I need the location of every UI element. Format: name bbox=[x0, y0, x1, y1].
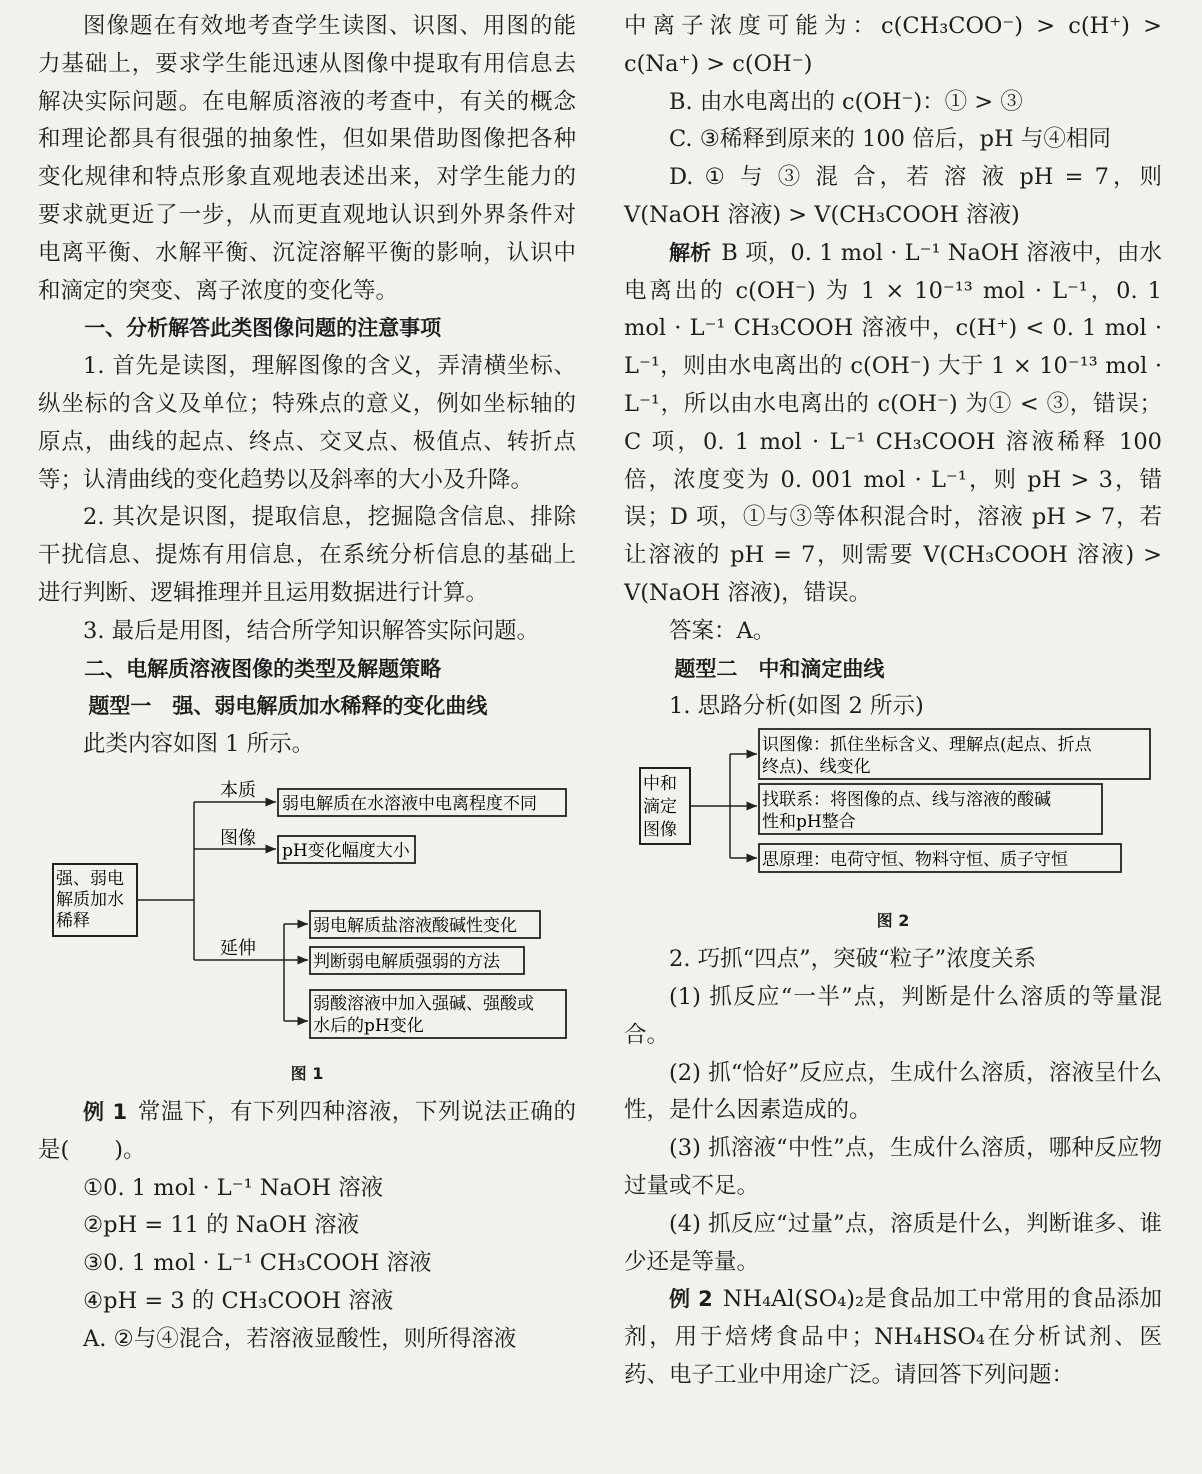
fig2-box-2-line-2: 性和pH整合 bbox=[762, 812, 856, 833]
point-excess: (4) 抓反应“过量”点，溶质是什么，判断谁多、谁少还是等量。 bbox=[624, 1210, 1162, 1275]
point-2-paragraph: 2. 其次是识图，提取信息，挖掘隐含信息、排除干扰信息、提炼有用信息，在系统分析信息的基础上进行判断、逻辑推理并且运用数据进行计算。 bbox=[38, 504, 576, 606]
option-a: A. ②与④混合，若溶液显酸性，则所得溶液 bbox=[83, 1325, 517, 1352]
example-2-text: NH₄Al(SO₄)₂是食品加工中常用的食品添加剂，用于焙烤食品中；NH₄HSO₄在分析试剂、医药、电子工业中用途广泛。请回答下列问题： bbox=[624, 1286, 1162, 1388]
point-exact: (2) 抓“恰好”反应点，生成什么溶质，溶液呈什么性，是什么因素造成的。 bbox=[624, 1059, 1162, 1124]
intro-paragraph: 图像题在有效地考查学生读图、识图、用图的能力基础上，要求学生能迅速从图像中提取有用信息去解决实际问题。在电解质溶液的考查中，有关的概念和理论都具有很强的抽象性，但如果借助图像把各种变化规律和特点形象直观地表述出来，对学生能力的要求就更近了一步，从而更直观地认识到外界条件对电离平衡、水解平衡、沉淀溶解平衡的影响，认识中和滴定的突变、离子浓度的变化等。 bbox=[38, 13, 576, 304]
fig2-root-line-2: 滴定 bbox=[643, 797, 677, 818]
box-extend-2: 判断弱电解质强弱的方法 bbox=[313, 951, 500, 972]
fig2-box-3: 思原理：电荷守恒、物料守恒、质子守恒 bbox=[762, 850, 1068, 871]
point-neutral: (3) 抓溶液“中性”点，生成什么溶质，哪种反应物过量或不足。 bbox=[624, 1135, 1162, 1199]
answer-line: 答案：A。 bbox=[669, 617, 776, 644]
example-1-text: 常温下，有下列四种溶液，下列说法正确的是( )。 bbox=[38, 1098, 576, 1163]
right-column bbox=[624, 8, 1162, 1395]
figure-1-caption: 图 1 bbox=[290, 1063, 324, 1083]
left-column bbox=[38, 8, 576, 1359]
point-3-paragraph: 3. 最后是用图，结合所学知识解答实际问题。 bbox=[83, 617, 540, 644]
solution-item-1: ①0. 1 mol · L⁻¹ NaOH 溶液 bbox=[83, 1174, 384, 1201]
solution-item-3: ③0. 1 mol · L⁻¹ CH₃COOH 溶液 bbox=[83, 1250, 432, 1277]
root-line-3: 稀释 bbox=[56, 910, 90, 931]
label-image: 图像 bbox=[220, 827, 256, 849]
solution-item-4: ④pH = 3 的 CH₃COOH 溶液 bbox=[83, 1287, 394, 1314]
point-1-paragraph: 1. 首先是读图，理解图像的含义，弄清横坐标、纵坐标的含义及单位；特殊点的意义，例如坐标轴的原点，曲线的起点、终点、交叉点、极值点、转折点等；认清曲线的变化趋势以及斜率的大小及升降。 bbox=[38, 353, 576, 493]
fig2-box-1-line-1: 识图像：抓住坐标含义、理解点(起点、折点 bbox=[762, 735, 1092, 756]
figure-2-diagram bbox=[624, 726, 1162, 901]
figure-2-svg bbox=[624, 726, 1162, 901]
example-2-label: 例 2 bbox=[669, 1287, 713, 1312]
figure-1-intro: 此类内容如图 1 所示。 bbox=[83, 731, 315, 758]
analysis-text: B 项，0. 1 mol · L⁻¹ NaOH 溶液中，由水电离出的 c(OH⁻) 为 1 × 10⁻¹³ mol · L⁻¹，0. 1 mol · L⁻¹ CH₃COOH 溶液中，c(H⁺) < 0. 1 mol · L⁻¹，则由水电离出的 c(OH⁻) 大于 1 × 10⁻¹³ mol · L⁻¹，所以由水电离出的 c(OH⁻) 为① < ③，错误；C 项，0. 1 mol · L⁻¹ CH₃COOH 溶液稀释 100 倍，浓度变为 0. 001 mol · L⁻¹，则 pH > 3，错误；D 项，①与③等体积混合时，溶液 pH > 7，若让溶液的 pH = 7，则需要 V(CH₃COOH 溶液) > V(NaOH 溶液)，错误。 bbox=[624, 239, 1162, 606]
fig2-root-line-3: 图像 bbox=[643, 820, 677, 841]
fig2-box-1-line-2: 终点)、线变化 bbox=[762, 757, 871, 778]
label-extend: 延伸 bbox=[220, 937, 256, 959]
option-a-continued: 中离子浓度可能为：c(CH₃COO⁻) > c(H⁺) > c(Na⁺) > c(OH⁻) bbox=[624, 13, 1162, 77]
fig2-root-line-1: 中和 bbox=[643, 774, 677, 795]
fig2-box-2-line-1: 找联系：将图像的点、线与溶液的酸碱 bbox=[762, 790, 1051, 811]
option-c: C. ③稀释到原来的 100 倍后，pH 与④相同 bbox=[669, 126, 1111, 153]
figure-1-svg bbox=[38, 764, 576, 1054]
box-extend-1: 弱电解质盐溶液酸碱性变化 bbox=[313, 915, 517, 936]
box-image: pH变化幅度大小 bbox=[282, 840, 410, 861]
analysis-label: 解析 bbox=[669, 240, 712, 265]
box-essence: 弱电解质在水溶液中电离程度不同 bbox=[282, 793, 537, 814]
root-line-1: 强、弱电 bbox=[56, 868, 124, 889]
label-essence: 本质 bbox=[220, 779, 256, 801]
point-half: (1) 抓反应“一半”点，判断是什么溶质的等量混合。 bbox=[624, 983, 1162, 1048]
option-b: B. 由水电离出的 c(OH⁻)：① > ③ bbox=[669, 88, 1023, 115]
root-line-2: 解质加水 bbox=[56, 889, 124, 910]
type-2-heading: 题型二 中和滴定曲线 bbox=[674, 656, 885, 681]
option-d: D. ① 与 ③ 混 合，若 溶 液 pH = 7，则 V(NaOH 溶液) > V(CH₃COOH 溶液) bbox=[624, 164, 1162, 228]
example-1-label: 例 1 bbox=[83, 1099, 128, 1124]
figure-1-diagram bbox=[38, 764, 576, 1054]
section-heading-2: 二、电解质溶液图像的类型及解题策略 bbox=[84, 656, 442, 681]
section-heading-1: 一、分析解答此类图像问题的注意事项 bbox=[84, 316, 442, 341]
box-extend-3-line-1: 弱酸溶液中加入强碱、强酸或 bbox=[313, 993, 534, 1014]
analysis-approach: 1. 思路分析(如图 2 所示) bbox=[669, 693, 924, 720]
figure-2-caption: 图 2 bbox=[876, 911, 910, 931]
type-1-heading: 题型一 强、弱电解质加水稀释的变化曲线 bbox=[88, 694, 488, 719]
solution-item-2: ②pH = 11 的 NaOH 溶液 bbox=[83, 1212, 360, 1239]
four-points-heading: 2. 巧抓“四点”，突破“粒子”浓度关系 bbox=[669, 946, 1037, 973]
box-extend-3-line-2: 水后的pH变化 bbox=[313, 1015, 424, 1036]
